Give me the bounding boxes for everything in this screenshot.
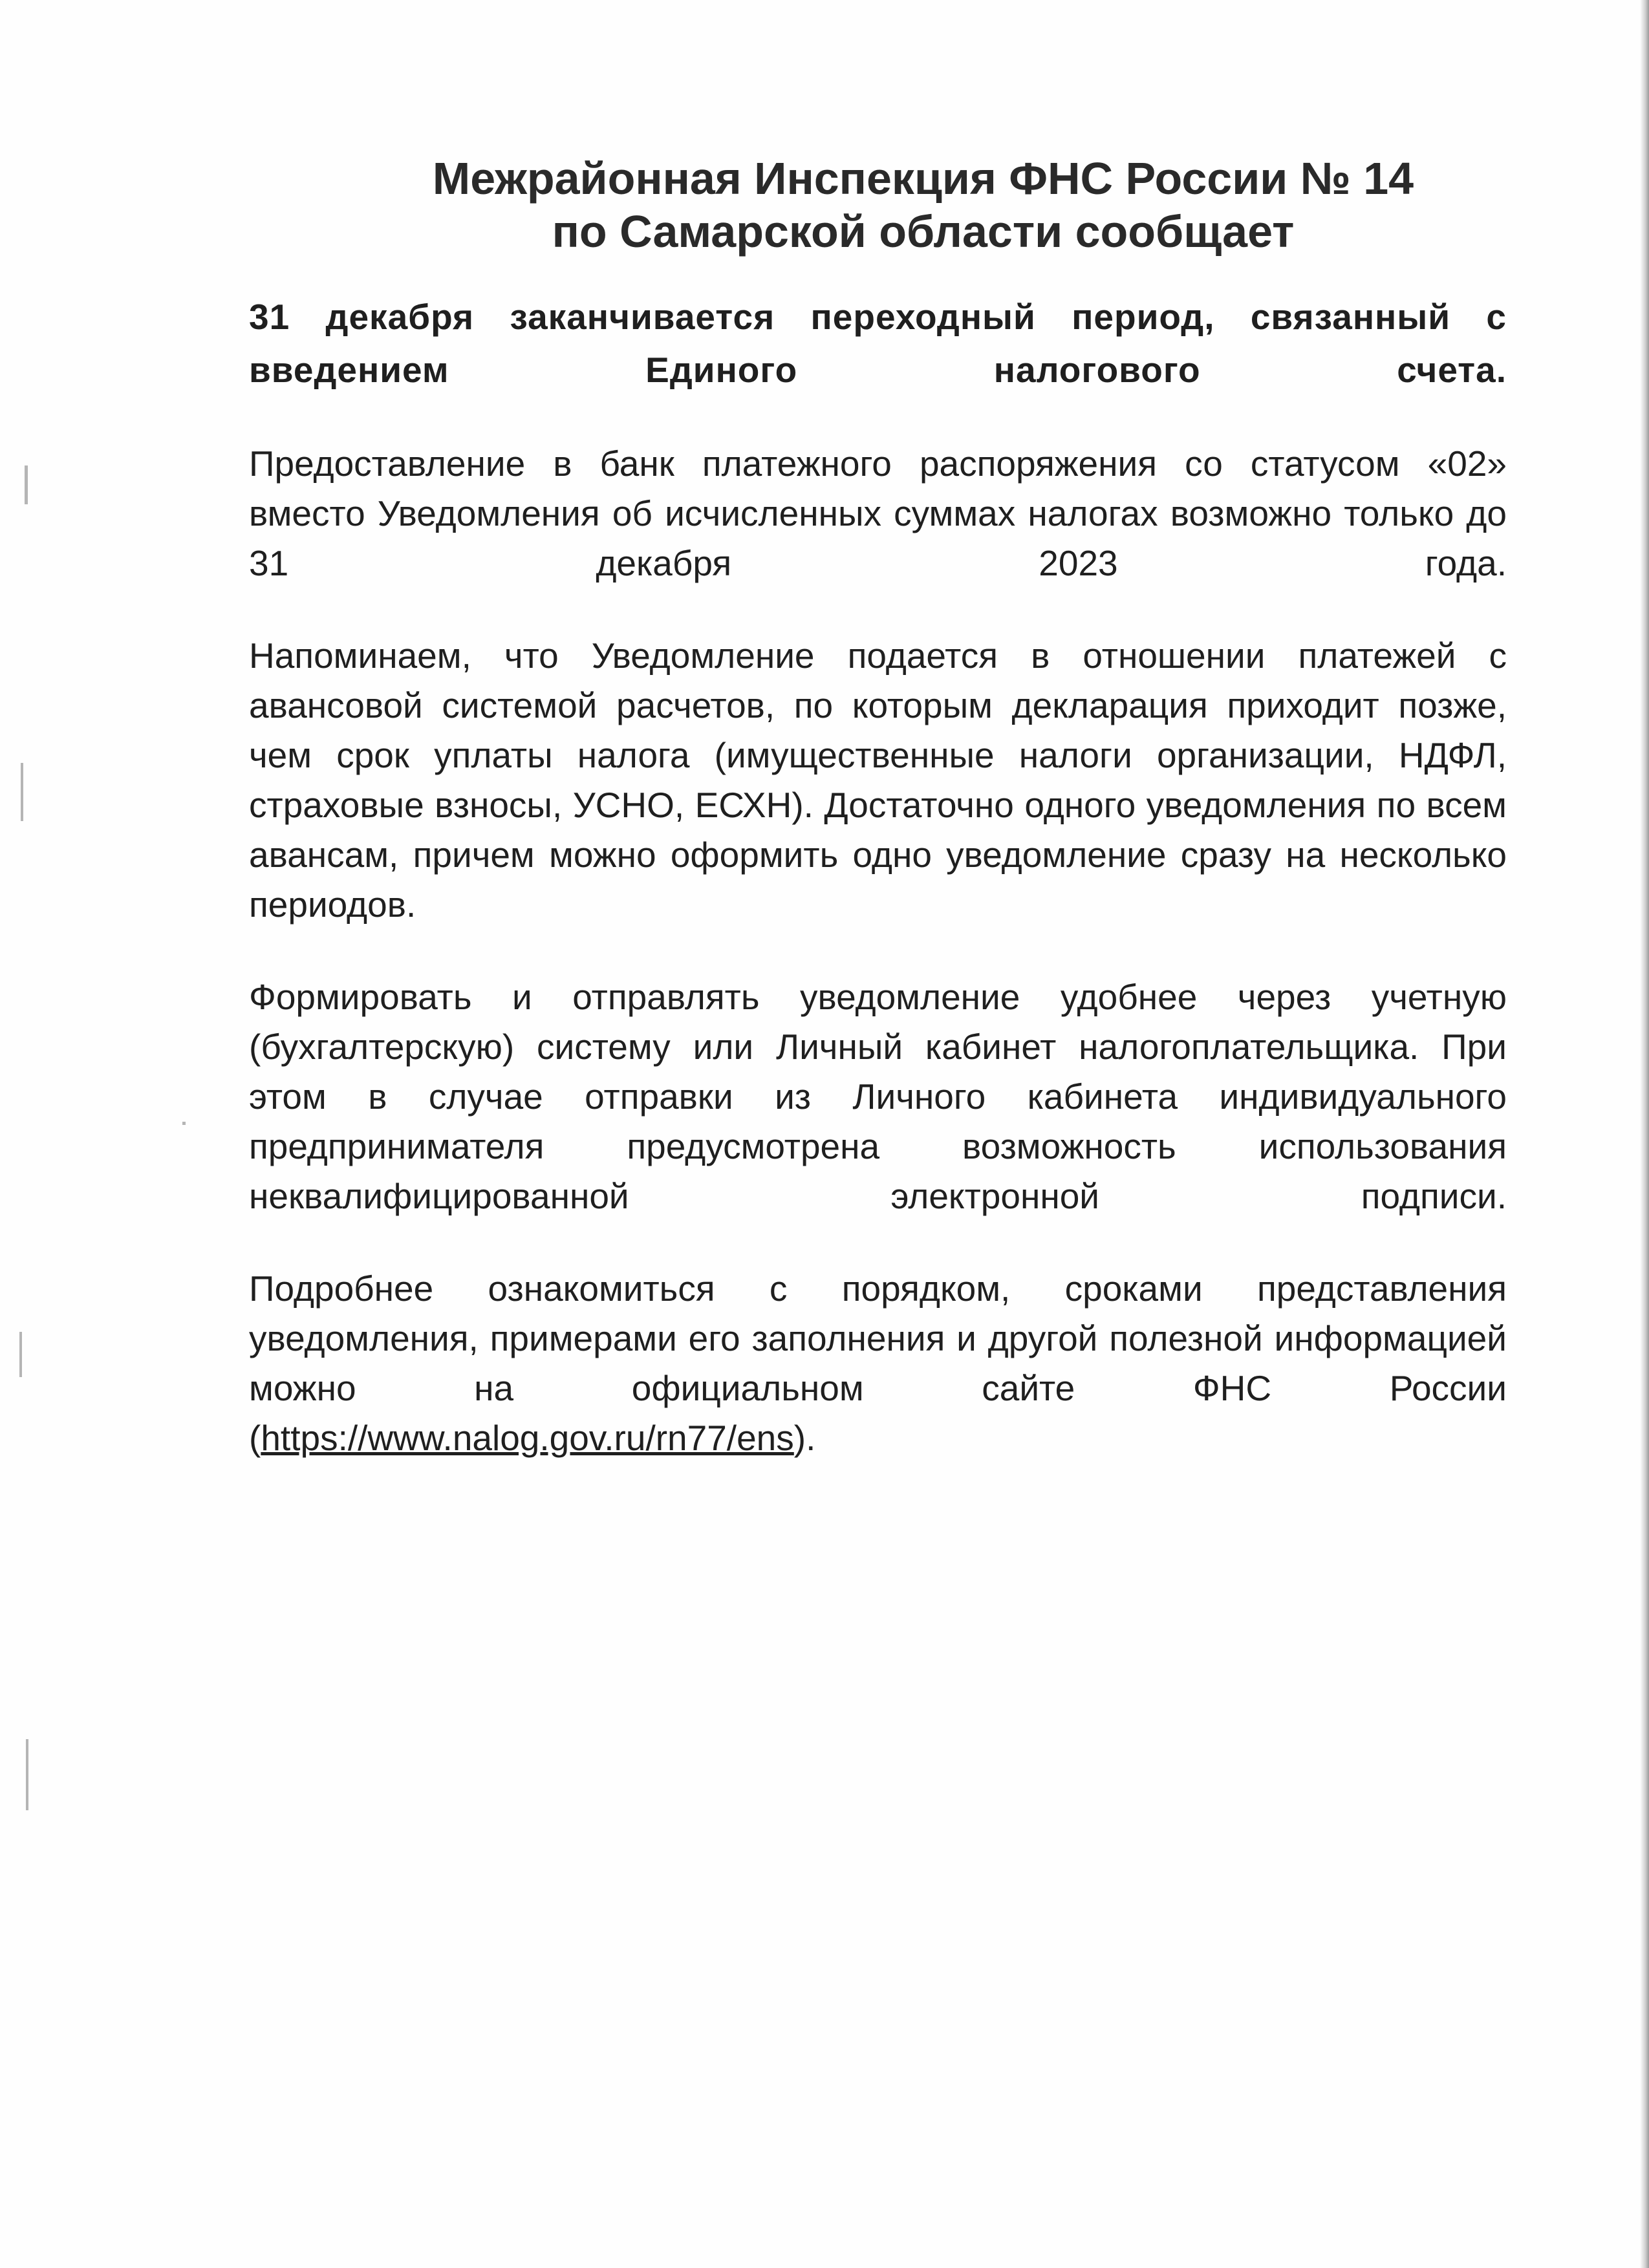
paragraph-notification-reminder: Напоминаем, что Уведомление подается в отношении платежей с авансовой системой расчетов, по которым декларация приходит позже, чем срок уплаты налога (имущественные налоги организации, НДФЛ, страховые взносы, УСНО, ЕСХН). Достаточно одного уведомления по всем авансам, причем можно оформить одно уведомление сразу на несколько периодов.: [249, 636, 1507, 925]
scan-artifact: [19, 1332, 22, 1377]
document-body: [249, 152, 1507, 1463]
document-title: [339, 152, 1507, 258]
scan-artifact: [26, 1739, 28, 1810]
scan-artifact: [182, 1122, 186, 1125]
lead-paragraph: 31 декабря заканчивается переходный период, связанный с введением Единого налогового счета.: [249, 297, 1507, 390]
more-info-end: ).: [793, 1418, 816, 1458]
more-info-text: Подробнее ознакомиться с порядком, сроками представления уведомления, примерами его заполнения и другой полезной информацией можно на официальном сайте ФНС России (: [249, 1268, 1507, 1458]
fns-website-link[interactable]: https://www.nalog.gov.ru/rn77/ens: [261, 1418, 794, 1458]
scan-artifact: [21, 763, 23, 821]
paragraph-submission-methods: Формировать и отправлять уведомление удобнее через учетную (бухгалтерскую) систему или Личный кабинет налогоплательщика. При этом в случае отправки из Личного кабинета индивидуального предпринимателя предусмотрена возможность использования неквалифицированной электронной подписи.: [249, 977, 1507, 1216]
title-line-2: по Самарской области сообщает: [552, 206, 1295, 257]
title-line-1: Межрайонная Инспекция ФНС России № 14: [432, 153, 1414, 204]
scan-edge-shadow: [1640, 0, 1649, 2268]
paragraph-payment-status: Предоставление в банк платежного распоряжения со статусом «02» вместо Уведомления об исчисленных суммах налогах возможно только до 31 декабря 2023 года.: [249, 444, 1507, 583]
scan-artifact: [25, 465, 28, 504]
paragraph-more-info: [249, 1264, 1507, 1463]
